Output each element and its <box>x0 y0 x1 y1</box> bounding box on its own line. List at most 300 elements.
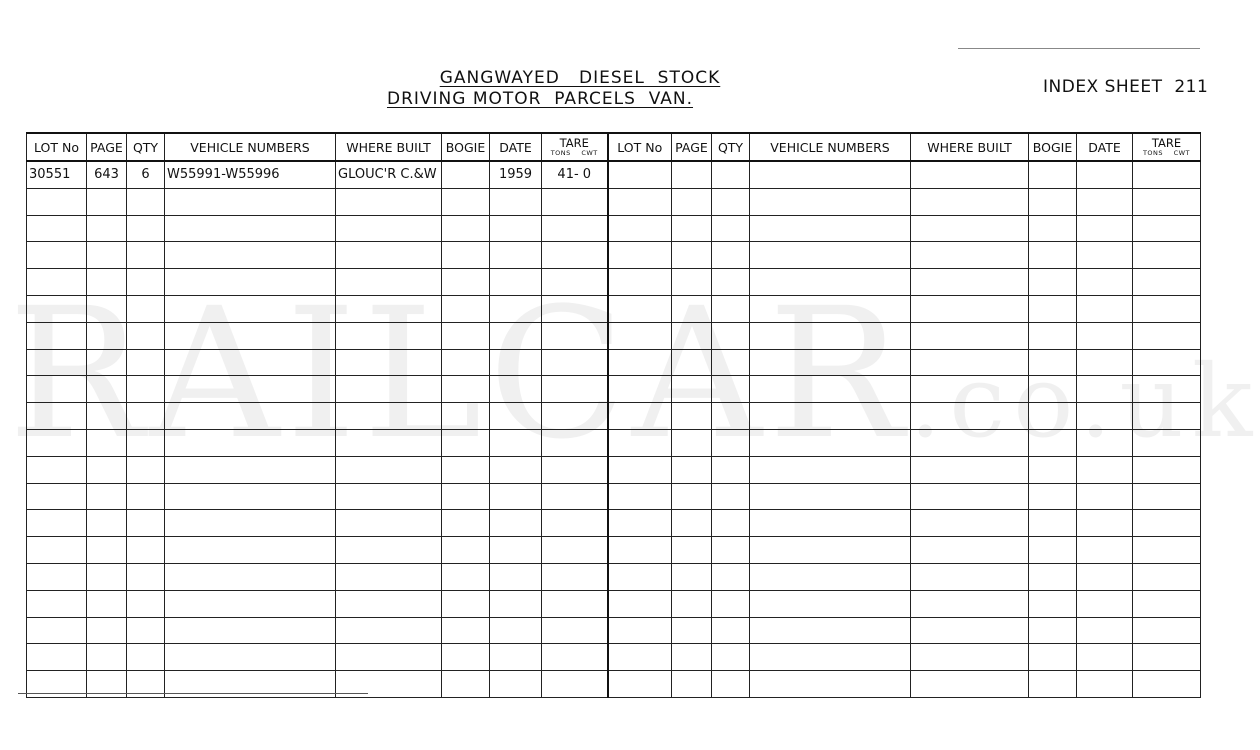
cell-empty <box>672 295 712 322</box>
ledger-table <box>26 132 1201 698</box>
col-page-2: PAGE <box>672 133 712 161</box>
cell-empty <box>911 510 1029 537</box>
cell-empty <box>127 242 165 269</box>
cell-empty <box>27 349 87 376</box>
table-row <box>27 161 1201 188</box>
cell-empty <box>490 376 542 403</box>
cell-empty <box>712 617 750 644</box>
cell-empty <box>712 537 750 564</box>
cell-empty <box>442 403 490 430</box>
cell-empty <box>542 269 608 296</box>
cell-vehicle-numbers: W55991-W55996 <box>165 161 336 188</box>
cell-empty <box>27 269 87 296</box>
cell-empty <box>27 456 87 483</box>
cell-empty <box>1133 563 1201 590</box>
cell-empty <box>542 537 608 564</box>
cell-empty <box>87 242 127 269</box>
cell-empty <box>1029 456 1077 483</box>
cell-empty <box>1133 483 1201 510</box>
cell-empty <box>1133 376 1201 403</box>
cell-empty <box>1133 671 1201 698</box>
cell-empty <box>1029 537 1077 564</box>
cell-empty <box>1029 563 1077 590</box>
cell-empty <box>442 644 490 671</box>
empty-row <box>27 644 1201 671</box>
empty-row <box>27 563 1201 590</box>
cell-empty <box>672 510 712 537</box>
cell-empty <box>87 215 127 242</box>
cell-empty <box>672 456 712 483</box>
cell-empty <box>672 617 712 644</box>
cell-date: 1959 <box>490 161 542 188</box>
cell-empty <box>672 671 712 698</box>
cell-empty <box>27 617 87 644</box>
cell-empty <box>1029 188 1077 215</box>
cell-empty <box>911 671 1029 698</box>
cell-empty <box>542 322 608 349</box>
cell-empty <box>490 537 542 564</box>
cell-empty <box>127 456 165 483</box>
cell-empty <box>165 322 336 349</box>
cell-empty <box>336 349 442 376</box>
cell-empty <box>1029 429 1077 456</box>
cell-empty <box>490 295 542 322</box>
cell-empty <box>1133 617 1201 644</box>
cell-empty <box>712 456 750 483</box>
cell-empty <box>750 215 911 242</box>
cell-empty <box>1077 349 1133 376</box>
cell-empty <box>87 322 127 349</box>
cell-empty <box>1133 242 1201 269</box>
cell-empty <box>672 563 712 590</box>
cell-empty <box>87 295 127 322</box>
cell-empty <box>127 322 165 349</box>
col-lot-no: LOT No <box>27 133 87 161</box>
cell-empty <box>712 483 750 510</box>
cell-empty <box>127 617 165 644</box>
cell-empty <box>27 188 87 215</box>
cell-empty <box>490 429 542 456</box>
cell-empty <box>490 563 542 590</box>
cell-empty <box>1133 322 1201 349</box>
cell-empty <box>442 456 490 483</box>
cell-empty <box>442 590 490 617</box>
cell-empty <box>911 188 1029 215</box>
cell-empty <box>542 242 608 269</box>
cell-empty <box>336 322 442 349</box>
cell-empty <box>911 590 1029 617</box>
cell-empty <box>490 456 542 483</box>
cell-empty <box>27 429 87 456</box>
cell-empty <box>672 161 712 188</box>
cell-empty <box>712 242 750 269</box>
title-line-1-text: GANGWAYED DIESEL STOCK <box>439 68 721 88</box>
cell-empty <box>608 671 672 698</box>
cell-empty <box>27 590 87 617</box>
cell-empty <box>542 295 608 322</box>
cell-tare: 41- 0 <box>542 161 608 188</box>
cell-empty <box>336 269 442 296</box>
cell-empty <box>750 617 911 644</box>
cell-empty <box>712 215 750 242</box>
cell-empty <box>750 590 911 617</box>
cell-empty <box>750 429 911 456</box>
cell-empty <box>165 188 336 215</box>
cell-empty <box>165 349 336 376</box>
col-tare-2 <box>1133 133 1201 161</box>
cell-empty <box>1133 349 1201 376</box>
cell-empty <box>750 483 911 510</box>
cell-empty <box>87 349 127 376</box>
cell-empty <box>165 376 336 403</box>
cell-empty <box>911 242 1029 269</box>
empty-row <box>27 590 1201 617</box>
cell-empty <box>490 215 542 242</box>
cell-empty <box>127 590 165 617</box>
cell-empty <box>911 403 1029 430</box>
cell-empty <box>165 215 336 242</box>
cell-empty <box>712 403 750 430</box>
cell-empty <box>442 322 490 349</box>
title-line-2-text: DRIVING MOTOR PARCELS VAN. <box>386 89 694 109</box>
cell-empty <box>336 429 442 456</box>
cell-empty <box>1133 161 1201 188</box>
cell-empty <box>87 376 127 403</box>
cell-empty <box>442 563 490 590</box>
cell-empty <box>87 590 127 617</box>
cell-empty <box>165 242 336 269</box>
cell-empty <box>27 563 87 590</box>
cell-empty <box>1077 590 1133 617</box>
cell-empty <box>750 322 911 349</box>
cell-empty <box>672 269 712 296</box>
cell-empty <box>165 483 336 510</box>
cell-empty <box>27 403 87 430</box>
cell-empty <box>127 537 165 564</box>
cell-empty <box>608 590 672 617</box>
empty-row <box>27 242 1201 269</box>
cell-empty <box>442 349 490 376</box>
cell-empty <box>87 429 127 456</box>
cell-empty <box>490 269 542 296</box>
cell-empty <box>27 644 87 671</box>
empty-row <box>27 483 1201 510</box>
cell-empty <box>165 403 336 430</box>
empty-row <box>27 403 1201 430</box>
cell-empty <box>911 215 1029 242</box>
cell-empty <box>27 215 87 242</box>
cell-empty <box>490 403 542 430</box>
cell-empty <box>542 590 608 617</box>
top-rule <box>958 48 1200 49</box>
cell-empty <box>911 269 1029 296</box>
cell-empty <box>127 215 165 242</box>
cell-empty <box>911 429 1029 456</box>
cell-empty <box>442 242 490 269</box>
cell-empty <box>1029 403 1077 430</box>
cell-empty <box>1077 429 1133 456</box>
cell-empty <box>750 563 911 590</box>
cell-empty <box>911 483 1029 510</box>
cell-empty <box>1133 215 1201 242</box>
cell-empty <box>336 563 442 590</box>
cell-empty <box>1077 563 1133 590</box>
col-qty-2: QTY <box>712 133 750 161</box>
cell-empty <box>750 295 911 322</box>
empty-row <box>27 188 1201 215</box>
cell-empty <box>442 537 490 564</box>
bottom-rule <box>18 693 368 694</box>
cell-empty <box>87 563 127 590</box>
cell-empty <box>608 269 672 296</box>
cell-empty <box>608 349 672 376</box>
cell-empty <box>336 376 442 403</box>
empty-row <box>27 456 1201 483</box>
col-date: DATE <box>490 133 542 161</box>
cell-empty <box>712 295 750 322</box>
cell-empty <box>442 617 490 644</box>
cell-empty <box>1077 644 1133 671</box>
cell-empty <box>490 617 542 644</box>
cell-where-built: GLOUC'R C.&W <box>336 161 442 188</box>
cell-empty <box>608 617 672 644</box>
cell-empty <box>1077 295 1133 322</box>
cell-empty <box>1029 349 1077 376</box>
col-bogie-2: BOGIE <box>1029 133 1077 161</box>
cell-empty <box>750 349 911 376</box>
cell-empty <box>87 537 127 564</box>
cell-empty <box>87 403 127 430</box>
cell-empty <box>542 483 608 510</box>
cell-empty <box>27 537 87 564</box>
cell-empty <box>336 537 442 564</box>
cell-empty <box>490 590 542 617</box>
cell-empty <box>442 671 490 698</box>
cell-empty <box>911 376 1029 403</box>
cell-empty <box>672 537 712 564</box>
cell-empty <box>336 483 442 510</box>
cell-empty <box>1029 322 1077 349</box>
cell-empty <box>911 295 1029 322</box>
cell-empty <box>542 671 608 698</box>
cell-empty <box>87 644 127 671</box>
cell-empty <box>712 563 750 590</box>
cell-empty <box>608 456 672 483</box>
cell-empty <box>608 644 672 671</box>
cell-lot-no: 30551 <box>27 161 87 188</box>
cell-empty <box>1133 188 1201 215</box>
cell-empty <box>127 349 165 376</box>
cell-empty <box>490 349 542 376</box>
cell-empty <box>27 376 87 403</box>
col-tare-units: TONS CWT <box>550 149 598 157</box>
empty-row <box>27 215 1201 242</box>
cell-empty <box>712 510 750 537</box>
col-tare-label: TARE <box>559 136 589 150</box>
cell-empty <box>712 269 750 296</box>
empty-row <box>27 349 1201 376</box>
cell-empty <box>87 188 127 215</box>
col-tare <box>542 133 608 161</box>
cell-empty <box>442 429 490 456</box>
cell-empty <box>750 644 911 671</box>
cell-empty <box>165 563 336 590</box>
cell-empty <box>1133 269 1201 296</box>
cell-empty <box>712 429 750 456</box>
cell-empty <box>1077 483 1133 510</box>
cell-empty <box>1029 671 1077 698</box>
cell-empty <box>1077 161 1133 188</box>
col-where-built: WHERE BUILT <box>336 133 442 161</box>
cell-empty <box>750 242 911 269</box>
empty-row <box>27 295 1201 322</box>
cell-empty <box>542 376 608 403</box>
empty-row <box>27 537 1201 564</box>
col-tare-2-units: TONS CWT <box>1142 149 1191 157</box>
cell-empty <box>490 483 542 510</box>
cell-empty <box>608 322 672 349</box>
cell-empty <box>490 644 542 671</box>
cell-empty <box>1077 671 1133 698</box>
cell-empty <box>608 161 672 188</box>
cell-empty <box>336 215 442 242</box>
cell-empty <box>442 295 490 322</box>
cell-empty <box>336 510 442 537</box>
cell-empty <box>1077 322 1133 349</box>
cell-empty <box>336 403 442 430</box>
cell-empty <box>750 188 911 215</box>
cell-empty <box>750 510 911 537</box>
col-vehicle-numbers-2: VEHICLE NUMBERS <box>750 133 911 161</box>
index-sheet-label: INDEX SHEET 211 <box>1043 77 1209 97</box>
cell-empty <box>1077 456 1133 483</box>
cell-empty <box>712 671 750 698</box>
cell-empty <box>1029 590 1077 617</box>
cell-empty <box>608 510 672 537</box>
cell-empty <box>608 242 672 269</box>
col-page: PAGE <box>87 133 127 161</box>
empty-row <box>27 617 1201 644</box>
title-line-2 <box>0 89 1080 109</box>
cell-empty <box>1077 537 1133 564</box>
cell-page: 643 <box>87 161 127 188</box>
cell-empty <box>442 376 490 403</box>
cell-empty <box>127 429 165 456</box>
cell-qty: 6 <box>127 161 165 188</box>
cell-empty <box>542 617 608 644</box>
cell-empty <box>1077 376 1133 403</box>
cell-empty <box>542 563 608 590</box>
cell-empty <box>165 429 336 456</box>
cell-empty <box>127 295 165 322</box>
col-lot-no-2: LOT No <box>608 133 672 161</box>
cell-empty <box>336 617 442 644</box>
cell-empty <box>1077 242 1133 269</box>
cell-empty <box>490 510 542 537</box>
cell-empty <box>1029 644 1077 671</box>
cell-empty <box>672 349 712 376</box>
cell-empty <box>750 537 911 564</box>
cell-empty <box>712 188 750 215</box>
cell-empty <box>750 403 911 430</box>
cell-empty <box>27 510 87 537</box>
cell-empty <box>712 322 750 349</box>
cell-empty <box>1133 403 1201 430</box>
cell-empty <box>712 161 750 188</box>
cell-empty <box>911 161 1029 188</box>
cell-empty <box>672 242 712 269</box>
cell-empty <box>911 563 1029 590</box>
cell-empty <box>608 537 672 564</box>
cell-empty <box>1029 215 1077 242</box>
cell-empty <box>442 188 490 215</box>
cell-empty <box>87 456 127 483</box>
cell-empty <box>127 376 165 403</box>
watermark-suffix: .co.uk <box>909 343 1260 460</box>
cell-empty <box>672 483 712 510</box>
cell-empty <box>127 510 165 537</box>
empty-row <box>27 429 1201 456</box>
cell-empty <box>127 403 165 430</box>
cell-empty <box>490 671 542 698</box>
cell-empty <box>542 644 608 671</box>
cell-empty <box>1029 617 1077 644</box>
col-bogie: BOGIE <box>442 133 490 161</box>
cell-empty <box>911 537 1029 564</box>
cell-empty <box>750 456 911 483</box>
cell-empty <box>127 269 165 296</box>
header-row <box>27 133 1201 161</box>
cell-empty <box>672 215 712 242</box>
cell-empty <box>542 429 608 456</box>
cell-empty <box>127 483 165 510</box>
cell-empty <box>672 644 712 671</box>
cell-empty <box>1077 188 1133 215</box>
cell-empty <box>442 269 490 296</box>
cell-bogie <box>442 161 490 188</box>
cell-empty <box>1133 537 1201 564</box>
cell-empty <box>608 429 672 456</box>
cell-empty <box>27 483 87 510</box>
cell-empty <box>911 644 1029 671</box>
cell-empty <box>87 510 127 537</box>
cell-empty <box>127 188 165 215</box>
cell-empty <box>165 617 336 644</box>
cell-empty <box>490 322 542 349</box>
cell-empty <box>608 188 672 215</box>
cell-empty <box>87 617 127 644</box>
cell-empty <box>672 322 712 349</box>
cell-empty <box>1133 644 1201 671</box>
cell-empty <box>608 376 672 403</box>
cell-empty <box>672 429 712 456</box>
cell-empty <box>672 403 712 430</box>
empty-row <box>27 322 1201 349</box>
cell-empty <box>1077 215 1133 242</box>
cell-empty <box>608 483 672 510</box>
cell-empty <box>542 403 608 430</box>
col-vehicle-numbers: VEHICLE NUMBERS <box>165 133 336 161</box>
ledger-frame <box>26 132 1200 673</box>
cell-empty <box>911 349 1029 376</box>
empty-row <box>27 510 1201 537</box>
cell-empty <box>336 590 442 617</box>
cell-empty <box>712 590 750 617</box>
cell-empty <box>127 563 165 590</box>
title-line-1 <box>0 68 1160 88</box>
watermark-main: RAILCAR <box>8 270 910 479</box>
cell-empty <box>542 188 608 215</box>
